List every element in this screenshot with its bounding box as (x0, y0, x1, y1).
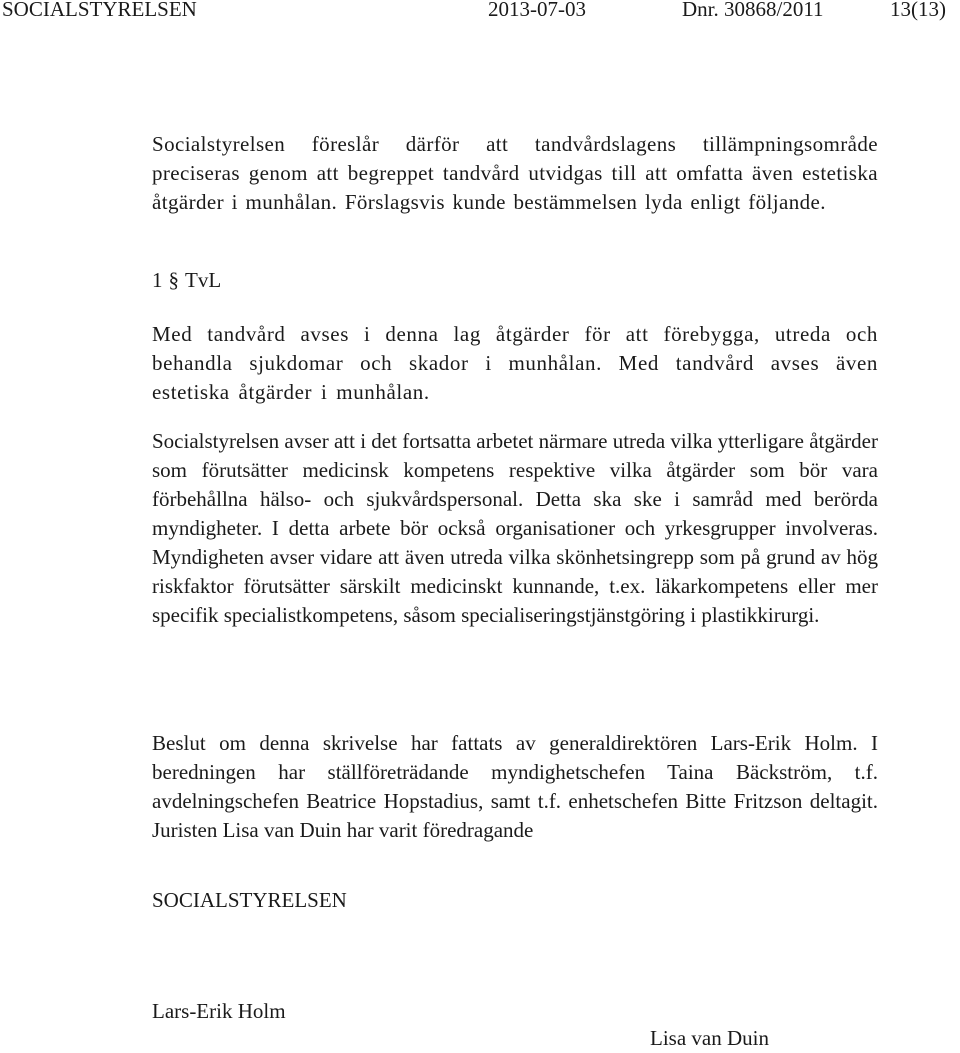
law-abbreviation: TvL (185, 268, 222, 292)
header-page-number: 13(13) (890, 0, 946, 21)
paragraph-proposal: Socialstyrelsen föreslår därför att tandvårdslagens tillämpningsområde preciseras genom att begreppet tandvård utvidgas till att omfatta även estetiska åtgärder i munhålan. Förslagsvis kunde bestämmelsen lyda enligt följande. (152, 132, 878, 214)
law-reference (152, 266, 878, 295)
page-header (0, 0, 960, 26)
paragraph-further-work: Socialstyrelsen avser att i det fortsatta arbetet närmare utreda vilka ytterligare åtgärder som förutsätter medicinsk kompetens respektive vilka åtgärder som bör vara förbehållna hälso- och sjukvårdspersonal. Detta ska ske i samråd med berörda myndigheter. I detta arbete bör också organisationer och yrkesgrupper involveras. Myndigheten avser vidare att även utreda vilka skönhetsingrepp som på grund av hög riskfaktor förutsätter särskilt medicinskt kunnande, t.ex. läkarkompetens eller mer specifik specialistkompetens, såsom specialiseringstjänstgöring i plastikkirurgi. (152, 429, 878, 627)
law-section-number: 1 (152, 268, 163, 292)
signatory-director-general: Lars-Erik Holm (152, 999, 286, 1023)
header-organization: SOCIALSTYRELSEN (2, 0, 197, 21)
section-symbol: § (168, 268, 179, 292)
signatory-rapporteur: Lisa van Duin (650, 1026, 769, 1050)
header-date: 2013-07-03 (488, 0, 586, 21)
law-text: Med tandvård avses i denna lag åtgärder för att förebygga, utreda och behandla sjukdomar och skador i munhålan. Med tandvård avses även estetiska åtgärder i munhålan. (152, 322, 878, 404)
signature-organization: SOCIALSTYRELSEN (152, 888, 347, 912)
paragraph-decision: Beslut om denna skrivelse har fattats av generaldirektören Lars-Erik Holm. I beredningen har ställföreträdande myndighetschefen Taina Bäckström, t.f. avdelningschefen Beatrice Hopstadius, samt t.f. enhetschefen Bitte Fritzson deltagit. Juristen Lisa van Duin har varit föredragande (152, 731, 878, 842)
header-diary-number: Dnr. 30868/2011 (682, 0, 824, 21)
